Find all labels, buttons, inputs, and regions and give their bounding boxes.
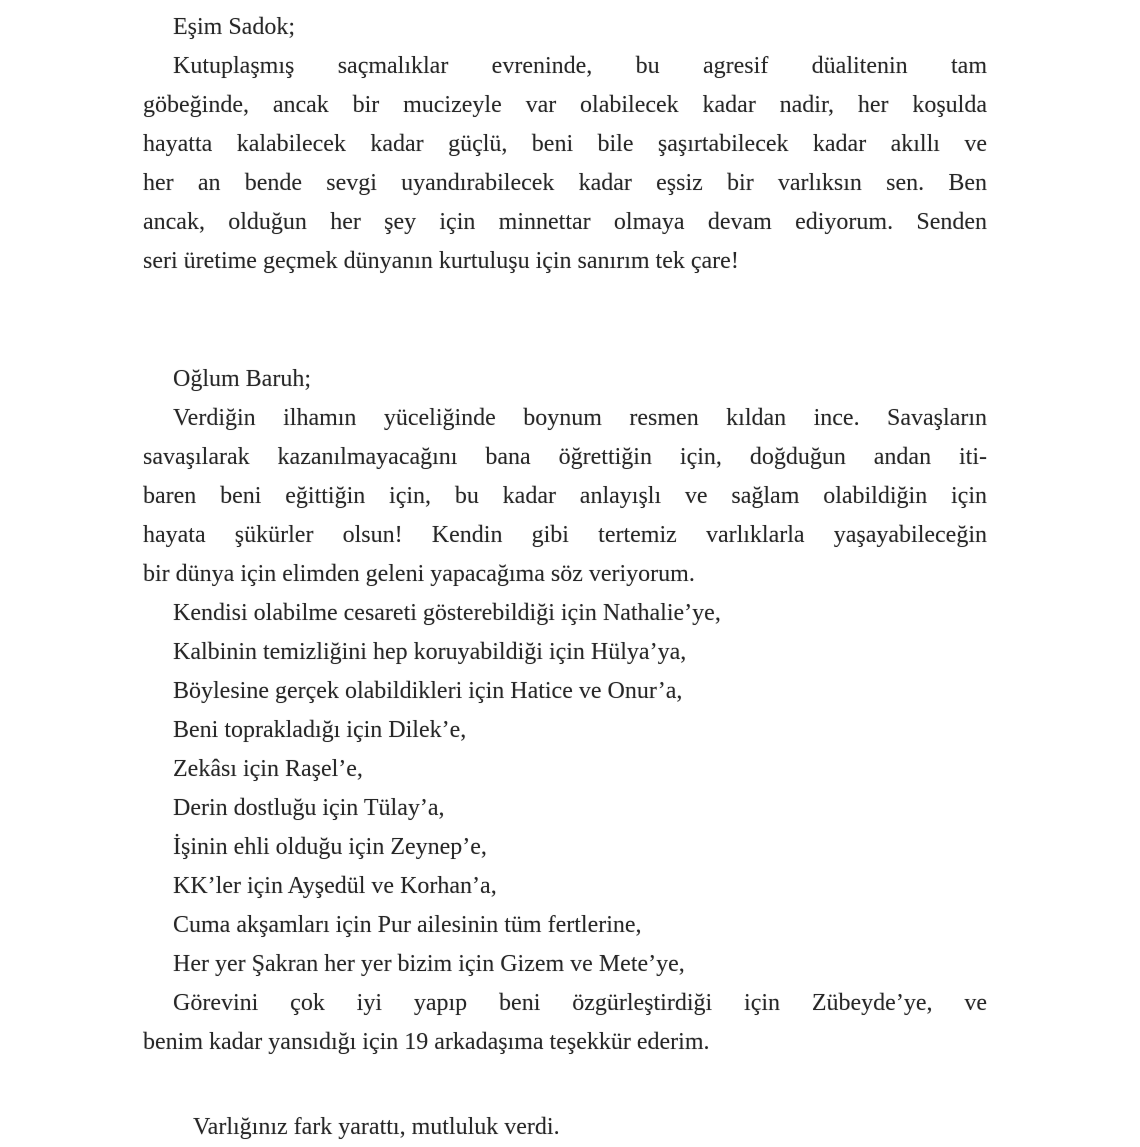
text-line: her an bende sevgi uyandırabilecek kadar eşsiz bir varlıksın sen. Ben [143,170,987,196]
text-line: Derin dostluğu için Tülay’a, [173,795,445,821]
text-line: Böylesine gerçek olabildikleri için Hatice ve Onur’a, [173,678,683,704]
text-line: bir dünya için elimden geleni yapacağıma söz veriyorum. [143,561,695,587]
text-line: Kalbinin temizliğini hep koruyabildiği için Hülya’ya, [173,639,687,665]
paragraph-spouse [143,47,987,281]
text-line: savaşılarak kazanılmayacağını bana öğrettiğin için, doğduğun andan iti- [143,444,987,470]
salutation-spouse [143,8,987,47]
text-line: Her yer Şakran her yer bizim için Gizem ve Mete’ye, [173,951,685,977]
text-line: Kendisi olabilme cesareti gösterebildiği için Nathalie’ye, [173,600,721,626]
page-text-block [143,8,987,1147]
text-line: Varlığınız fark yarattı, mutluluk verdi. [193,1114,560,1140]
salutation-son [143,360,987,399]
text-line: Görevini çok iyi yapıp beni özgürleştirdiği için Zübeyde’ye, ve [173,990,987,1016]
text-line: seri üretime geçmek dünyanın kurtuluşu için sanırım tek çare! [143,248,739,274]
text-line: Oğlum Baruh; [173,366,311,392]
text-line: İşinin ehli olduğu için Zeynep’e, [173,834,487,860]
text-line: KK’ler için Ayşedül ve Korhan’a, [173,873,497,899]
text-line: hayata şükürler olsun! Kendin gibi tertemiz varlıklarla yaşayabileceğin [143,522,987,548]
text-line: Verdiğin ilhamın yüceliğinde boynum resmen kıldan ince. Savaşların [173,405,987,431]
text-line: göbeğinde, ancak bir mucizeyle var olabilecek kadar nadir, her koşulda [143,92,987,118]
dedication-list [143,594,987,984]
text-line: hayatta kalabilecek kadar güçlü, beni bile şaşırtabilecek kadar akıllı ve [143,131,987,157]
text-line: Beni toprakladığı için Dilek’e, [173,717,467,743]
closing-line [143,1108,987,1147]
text-line: baren beni eğittiğin için, bu kadar anlayışlı ve sağlam olabildiğin için [143,483,987,509]
paragraph-thanks [143,984,987,1062]
text-line: benim kadar yansıdığı için 19 arkadaşıma teşekkür ederim. [143,1029,710,1055]
text-line: ancak, olduğun her şey için minnettar olmaya devam ediyorum. Senden [143,209,987,235]
text-line: Kutuplaşmış saçmalıklar evreninde, bu agresif düalitenin tam [173,53,987,79]
text-line: Zekâsı için Raşel’e, [173,756,363,782]
text-line: Eşim Sadok; [173,14,296,40]
paragraph-son [143,399,987,594]
text-line: Cuma akşamları için Pur ailesinin tüm fertlerine, [173,912,642,938]
